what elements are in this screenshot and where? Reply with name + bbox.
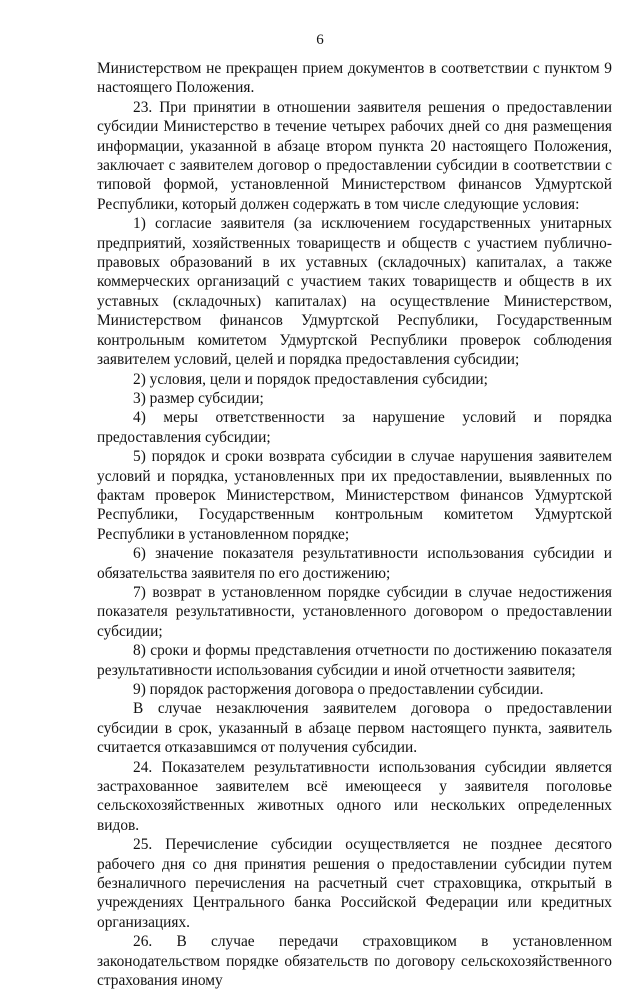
page-number: 6 — [316, 32, 324, 48]
paragraph-condition-6: 6) значение показателя результативности использования субсидии и обязательства заявителя по его достижению; — [97, 545, 612, 582]
paragraph-condition-5: 5) порядок и сроки возврата субсидии в случае нарушения заявителем условий и порядка, установленных при их предоставлении, выявленных по фактам проверок Министерством, Министерством финансов Удмуртской Республики, Государственным контрольным комитетом Удмуртской Республики в установленном порядке; — [97, 448, 612, 543]
document-body — [97, 59, 612, 991]
paragraph-non-conclusion: В случае незаключения заявителем договора о предоставлении субсидии в срок, указанный в абзаце первом настоящего пункта, заявитель считается отказавшимся от получения субсидии. — [97, 700, 612, 757]
paragraph-clause-25: 25. Перечисление субсидии осуществляется не позднее десятого рабочего дня со дня принятия решения о предоставлении субсидии путем безналичного перечисления на расчетный счет страховщика, открытый в учреждениях Центрального банка Российской Федерации или кредитных организациях. — [97, 836, 612, 931]
paragraph-continuation: Министерством не прекращен прием документов в соответствии с пунктом 9 настоящего Положения. — [97, 60, 612, 97]
paragraph-condition-1: 1) согласие заявителя (за исключением государственных унитарных предприятий, хозяйственных товариществ и обществ с участием публично-правовых образований в их уставных (складочных) капиталах, а также коммерческих организаций с участием таких товариществ и обществ в их уставных (складочных) капиталах) на осуществление Министерством, Министерством финансов Удмуртской Республики, Государственным контрольным комитетом Удмуртской Республики проверок соблюдения заявителем условий, целей и порядка предоставления субсидии; — [97, 215, 612, 369]
paragraph-condition-7: 7) возврат в установленном порядке субсидии в случае недостижения показателя результативности, установленного договором о предоставлении субсидии; — [97, 583, 612, 640]
paragraph-clause-23: 23. При принятии в отношении заявителя решения о предоставлении субсидии Министерство в течение четырех рабочих дней со дня размещения информации, указанной в абзаце втором пункта 20 настоящего Положения, заключает с заявителем договор о предоставлении субсидии в соответствии с типовой формой, установленной Министерством финансов Удмуртской Республики, который должен содержать в том числе следующие условия: — [97, 98, 612, 213]
paragraph-clause-26: 26. В случае передачи страховщиком в установленном законодательством порядке обязательств по договору сельскохозяйственного страхования иному — [97, 933, 612, 990]
paragraph-condition-4: 4) меры ответственности за нарушение условий и порядка предоставления субсидии; — [97, 409, 612, 446]
paragraph-condition-9: 9) порядок расторжения договора о предоставлении субсидии. — [133, 681, 544, 698]
paragraph-condition-3: 3) размер субсидии; — [133, 389, 264, 407]
paragraph-clause-24: 24. Показателем результативности использования субсидии является застрахованное заявителем всё имеющееся у заявителя поголовье сельскохозяйственных животных одного или нескольких определенных видов. — [97, 758, 612, 834]
paragraph-condition-8: 8) сроки и формы представления отчетности по достижению показателя результативности использования субсидии и иной отчетности заявителя; — [97, 642, 612, 679]
paragraph-condition-2: 2) условия, цели и порядок предоставления субсидии; — [133, 370, 488, 388]
